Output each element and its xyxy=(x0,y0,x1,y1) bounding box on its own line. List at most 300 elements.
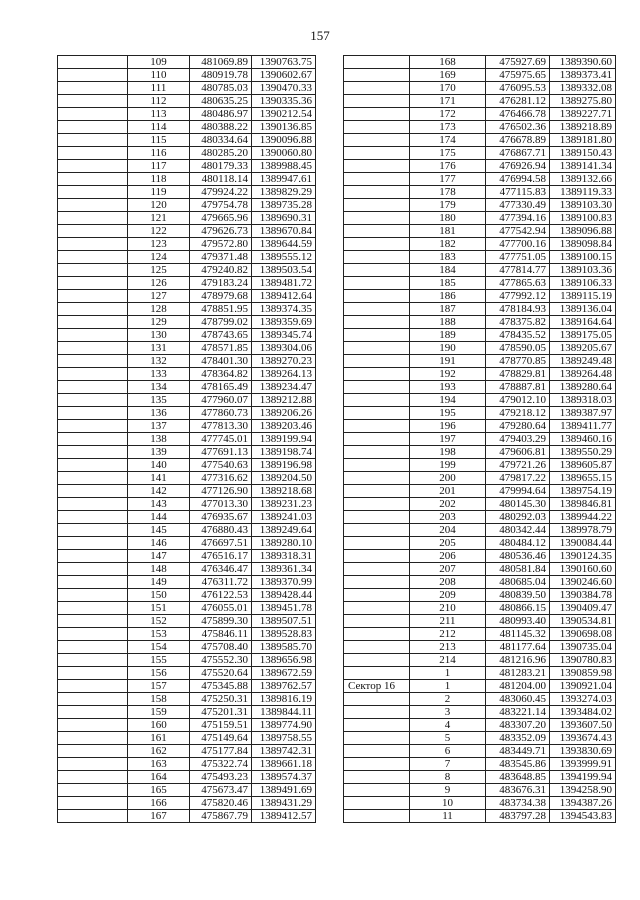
y-coordinate-cell: 1389264.13 xyxy=(252,368,316,381)
point-number-cell: 159 xyxy=(128,706,190,719)
x-coordinate-cell: 478979.68 xyxy=(190,290,252,303)
point-number-cell: 169 xyxy=(410,69,486,82)
table-row xyxy=(58,381,316,394)
point-number-cell: 214 xyxy=(410,654,486,667)
coordinates-table-left xyxy=(57,55,316,823)
point-number-cell: 116 xyxy=(128,147,190,160)
table-row xyxy=(344,121,616,134)
table-row xyxy=(58,420,316,433)
table-row xyxy=(344,173,616,186)
y-coordinate-cell: 1389199.94 xyxy=(252,433,316,446)
point-number-cell: 151 xyxy=(128,602,190,615)
table-row xyxy=(344,667,616,680)
point-number-cell: 8 xyxy=(410,771,486,784)
x-coordinate-cell: 475820.46 xyxy=(190,797,252,810)
sector-cell xyxy=(58,667,128,680)
sector-cell xyxy=(344,524,410,537)
x-coordinate-cell: 477700.16 xyxy=(486,238,550,251)
point-number-cell: 122 xyxy=(128,225,190,238)
table-row xyxy=(344,368,616,381)
x-coordinate-cell: 477814.77 xyxy=(486,264,550,277)
point-number-cell: 132 xyxy=(128,355,190,368)
x-coordinate-cell: 480785.03 xyxy=(190,82,252,95)
table-row xyxy=(344,459,616,472)
sector-cell xyxy=(344,108,410,121)
sector-cell xyxy=(344,212,410,225)
y-coordinate-cell: 1389846.81 xyxy=(550,498,616,511)
table-row xyxy=(58,160,316,173)
x-coordinate-cell: 481216.96 xyxy=(486,654,550,667)
y-coordinate-cell: 1390136.85 xyxy=(252,121,316,134)
table-row xyxy=(58,719,316,732)
x-coordinate-cell: 483449.71 xyxy=(486,745,550,758)
y-coordinate-cell: 1390698.08 xyxy=(550,628,616,641)
point-number-cell: 172 xyxy=(410,108,486,121)
table-row xyxy=(344,654,616,667)
point-number-cell: 187 xyxy=(410,303,486,316)
sector-cell xyxy=(58,511,128,524)
table-row xyxy=(344,732,616,745)
x-coordinate-cell: 480993.40 xyxy=(486,615,550,628)
table-row xyxy=(344,264,616,277)
y-coordinate-cell: 1389431.29 xyxy=(252,797,316,810)
y-coordinate-cell: 1390084.44 xyxy=(550,537,616,550)
point-number-cell: 203 xyxy=(410,511,486,524)
x-coordinate-cell: 475708.40 xyxy=(190,641,252,654)
table-row xyxy=(344,108,616,121)
y-coordinate-cell: 1389204.50 xyxy=(252,472,316,485)
sector-cell xyxy=(344,134,410,147)
table-row xyxy=(344,693,616,706)
point-number-cell: 211 xyxy=(410,615,486,628)
point-number-cell: 121 xyxy=(128,212,190,225)
point-number-cell: 197 xyxy=(410,433,486,446)
y-coordinate-cell: 1390124.35 xyxy=(550,550,616,563)
y-coordinate-cell: 1389270.23 xyxy=(252,355,316,368)
point-number-cell: 199 xyxy=(410,459,486,472)
sector-cell xyxy=(58,368,128,381)
table-row xyxy=(58,212,316,225)
table-row xyxy=(344,550,616,563)
y-coordinate-cell: 1389150.43 xyxy=(550,147,616,160)
x-coordinate-cell: 476926.94 xyxy=(486,160,550,173)
table-row xyxy=(344,212,616,225)
point-number-cell: 150 xyxy=(128,589,190,602)
sector-cell xyxy=(344,186,410,199)
x-coordinate-cell: 478851.95 xyxy=(190,303,252,316)
table-row xyxy=(344,745,616,758)
sector-cell xyxy=(58,225,128,238)
point-number-cell: 1 xyxy=(410,667,486,680)
x-coordinate-cell: 479218.12 xyxy=(486,407,550,420)
sector-cell xyxy=(58,628,128,641)
y-coordinate-cell: 1389491.69 xyxy=(252,784,316,797)
x-coordinate-cell: 479924.22 xyxy=(190,186,252,199)
table-row xyxy=(58,251,316,264)
table-row xyxy=(58,628,316,641)
point-number-cell: 191 xyxy=(410,355,486,368)
table-row xyxy=(58,56,316,69)
point-number-cell: 9 xyxy=(410,784,486,797)
x-coordinate-cell: 483307.20 xyxy=(486,719,550,732)
point-number-cell: 205 xyxy=(410,537,486,550)
sector-cell xyxy=(344,537,410,550)
y-coordinate-cell: 1394258.90 xyxy=(550,784,616,797)
table-row xyxy=(58,693,316,706)
sector-cell xyxy=(58,355,128,368)
y-coordinate-cell: 1389528.83 xyxy=(252,628,316,641)
sector-cell xyxy=(344,602,410,615)
table-row xyxy=(58,472,316,485)
y-coordinate-cell: 1389690.31 xyxy=(252,212,316,225)
x-coordinate-cell: 481069.89 xyxy=(190,56,252,69)
y-coordinate-cell: 1390735.04 xyxy=(550,641,616,654)
y-coordinate-cell: 1389164.64 xyxy=(550,316,616,329)
sector-cell xyxy=(58,407,128,420)
x-coordinate-cell: 478887.81 xyxy=(486,381,550,394)
table-row xyxy=(344,329,616,342)
x-coordinate-cell: 475899.30 xyxy=(190,615,252,628)
table-row xyxy=(58,680,316,693)
table-row xyxy=(58,563,316,576)
sector-cell xyxy=(344,615,410,628)
sector-cell xyxy=(58,199,128,212)
y-coordinate-cell: 1389218.89 xyxy=(550,121,616,134)
y-coordinate-cell: 1389550.29 xyxy=(550,446,616,459)
table-row xyxy=(58,290,316,303)
sector-cell xyxy=(58,82,128,95)
y-coordinate-cell: 1389742.31 xyxy=(252,745,316,758)
sector-cell xyxy=(344,173,410,186)
sector-cell xyxy=(58,589,128,602)
sector-cell xyxy=(58,576,128,589)
point-number-cell: 155 xyxy=(128,654,190,667)
x-coordinate-cell: 476281.12 xyxy=(486,95,550,108)
point-number-cell: 212 xyxy=(410,628,486,641)
sector-cell xyxy=(58,264,128,277)
table-row xyxy=(344,563,616,576)
y-coordinate-cell: 1389481.72 xyxy=(252,277,316,290)
y-coordinate-cell: 1389947.61 xyxy=(252,173,316,186)
sector-cell xyxy=(344,550,410,563)
y-coordinate-cell: 1389774.90 xyxy=(252,719,316,732)
x-coordinate-cell: 476346.47 xyxy=(190,563,252,576)
sector-cell xyxy=(344,381,410,394)
x-coordinate-cell: 476994.58 xyxy=(486,173,550,186)
y-coordinate-cell: 1389249.64 xyxy=(252,524,316,537)
x-coordinate-cell: 477751.05 xyxy=(486,251,550,264)
table-row xyxy=(58,277,316,290)
sector-cell xyxy=(344,797,410,810)
y-coordinate-cell: 1389361.34 xyxy=(252,563,316,576)
table-row xyxy=(344,420,616,433)
sector-cell xyxy=(58,147,128,160)
sector-cell xyxy=(58,290,128,303)
point-number-cell: 140 xyxy=(128,459,190,472)
point-number-cell: 185 xyxy=(410,277,486,290)
y-coordinate-cell: 1389234.47 xyxy=(252,381,316,394)
point-number-cell: 165 xyxy=(128,784,190,797)
x-coordinate-cell: 476516.17 xyxy=(190,550,252,563)
table-row xyxy=(58,394,316,407)
y-coordinate-cell: 1389672.59 xyxy=(252,667,316,680)
x-coordinate-cell: 475159.51 xyxy=(190,719,252,732)
table-row xyxy=(58,537,316,550)
point-number-cell: 192 xyxy=(410,368,486,381)
y-coordinate-cell: 1394199.94 xyxy=(550,771,616,784)
sector-cell xyxy=(344,225,410,238)
sector-cell xyxy=(344,147,410,160)
table-row xyxy=(58,264,316,277)
sector-cell xyxy=(344,160,410,173)
sector-cell xyxy=(58,771,128,784)
table-row xyxy=(344,134,616,147)
sector-cell xyxy=(344,511,410,524)
point-number-cell: 168 xyxy=(410,56,486,69)
y-coordinate-cell: 1389503.54 xyxy=(252,264,316,277)
y-coordinate-cell: 1389231.23 xyxy=(252,498,316,511)
table-row xyxy=(58,329,316,342)
point-number-cell: 188 xyxy=(410,316,486,329)
table-row xyxy=(58,186,316,199)
x-coordinate-cell: 478364.82 xyxy=(190,368,252,381)
table-row xyxy=(344,797,616,810)
point-number-cell: 143 xyxy=(128,498,190,511)
sector-cell xyxy=(344,368,410,381)
sector-cell xyxy=(58,810,128,823)
x-coordinate-cell: 477745.01 xyxy=(190,433,252,446)
sector-cell xyxy=(58,641,128,654)
table-row xyxy=(344,498,616,511)
point-number-cell: 183 xyxy=(410,251,486,264)
y-coordinate-cell: 1390763.75 xyxy=(252,56,316,69)
point-number-cell: 118 xyxy=(128,173,190,186)
table-row xyxy=(58,706,316,719)
sector-cell xyxy=(344,199,410,212)
sector-cell xyxy=(58,563,128,576)
table-row xyxy=(344,719,616,732)
y-coordinate-cell: 1389280.10 xyxy=(252,537,316,550)
sector-cell xyxy=(58,394,128,407)
point-number-cell: 162 xyxy=(128,745,190,758)
y-coordinate-cell: 1389656.98 xyxy=(252,654,316,667)
y-coordinate-cell: 1389181.80 xyxy=(550,134,616,147)
sector-cell xyxy=(58,186,128,199)
table-row xyxy=(344,615,616,628)
x-coordinate-cell: 477865.63 xyxy=(486,277,550,290)
y-coordinate-cell: 1389374.35 xyxy=(252,303,316,316)
y-coordinate-cell: 1389218.68 xyxy=(252,485,316,498)
y-coordinate-cell: 1389758.55 xyxy=(252,732,316,745)
sector-cell xyxy=(58,732,128,745)
table-row xyxy=(58,667,316,680)
x-coordinate-cell: 476935.67 xyxy=(190,511,252,524)
sector-cell xyxy=(58,485,128,498)
table-row xyxy=(58,316,316,329)
y-coordinate-cell: 1389196.98 xyxy=(252,459,316,472)
x-coordinate-cell: 481204.00 xyxy=(486,680,550,693)
point-number-cell: 124 xyxy=(128,251,190,264)
y-coordinate-cell: 1390534.81 xyxy=(550,615,616,628)
point-number-cell: 7 xyxy=(410,758,486,771)
table-row xyxy=(344,680,616,693)
y-coordinate-cell: 1393607.50 xyxy=(550,719,616,732)
x-coordinate-cell: 479665.96 xyxy=(190,212,252,225)
table-row xyxy=(344,199,616,212)
x-coordinate-cell: 477126.90 xyxy=(190,485,252,498)
sector-cell xyxy=(58,602,128,615)
sector-cell xyxy=(344,563,410,576)
sector-cell xyxy=(344,316,410,329)
x-coordinate-cell: 475177.84 xyxy=(190,745,252,758)
point-number-cell: 195 xyxy=(410,407,486,420)
y-coordinate-cell: 1389390.60 xyxy=(550,56,616,69)
x-coordinate-cell: 475520.64 xyxy=(190,667,252,680)
x-coordinate-cell: 479280.64 xyxy=(486,420,550,433)
sector-cell xyxy=(344,82,410,95)
sector-cell xyxy=(58,745,128,758)
sector-cell xyxy=(344,251,410,264)
x-coordinate-cell: 479626.73 xyxy=(190,225,252,238)
sector-cell xyxy=(344,264,410,277)
point-number-cell: 204 xyxy=(410,524,486,537)
y-coordinate-cell: 1389332.08 xyxy=(550,82,616,95)
y-coordinate-cell: 1389304.06 xyxy=(252,342,316,355)
x-coordinate-cell: 475867.79 xyxy=(190,810,252,823)
table-row xyxy=(58,576,316,589)
table-row xyxy=(344,69,616,82)
sector-cell xyxy=(344,719,410,732)
sector-cell xyxy=(344,459,410,472)
x-coordinate-cell: 479817.22 xyxy=(486,472,550,485)
table-row xyxy=(344,303,616,316)
sector-cell xyxy=(344,485,410,498)
point-number-cell: 117 xyxy=(128,160,190,173)
x-coordinate-cell: 479754.78 xyxy=(190,199,252,212)
table-row xyxy=(58,199,316,212)
sector-cell xyxy=(58,342,128,355)
sector-cell xyxy=(344,706,410,719)
y-coordinate-cell: 1389203.46 xyxy=(252,420,316,433)
table-row xyxy=(58,407,316,420)
point-number-cell: 179 xyxy=(410,199,486,212)
point-number-cell: 156 xyxy=(128,667,190,680)
y-coordinate-cell: 1389264.48 xyxy=(550,368,616,381)
y-coordinate-cell: 1390212.54 xyxy=(252,108,316,121)
x-coordinate-cell: 483734.38 xyxy=(486,797,550,810)
point-number-cell: 138 xyxy=(128,433,190,446)
y-coordinate-cell: 1389585.70 xyxy=(252,641,316,654)
y-coordinate-cell: 1390096.88 xyxy=(252,134,316,147)
sector-cell xyxy=(58,303,128,316)
x-coordinate-cell: 476095.53 xyxy=(486,82,550,95)
sector-cell xyxy=(344,433,410,446)
sector-cell xyxy=(344,56,410,69)
sector-cell xyxy=(344,758,410,771)
point-number-cell: 3 xyxy=(410,706,486,719)
x-coordinate-cell: 478571.85 xyxy=(190,342,252,355)
y-coordinate-cell: 1389754.19 xyxy=(550,485,616,498)
point-number-cell: 209 xyxy=(410,589,486,602)
y-coordinate-cell: 1393830.69 xyxy=(550,745,616,758)
sector-cell xyxy=(58,160,128,173)
x-coordinate-cell: 480486.97 xyxy=(190,108,252,121)
point-number-cell: 133 xyxy=(128,368,190,381)
y-coordinate-cell: 1389212.88 xyxy=(252,394,316,407)
table-row xyxy=(58,82,316,95)
sector-cell xyxy=(58,459,128,472)
point-number-cell: 186 xyxy=(410,290,486,303)
point-number-cell: 207 xyxy=(410,563,486,576)
sector-cell xyxy=(58,797,128,810)
x-coordinate-cell: 480334.64 xyxy=(190,134,252,147)
y-coordinate-cell: 1389387.97 xyxy=(550,407,616,420)
point-number-cell: 125 xyxy=(128,264,190,277)
x-coordinate-cell: 476697.51 xyxy=(190,537,252,550)
y-coordinate-cell: 1389205.67 xyxy=(550,342,616,355)
point-number-cell: 166 xyxy=(128,797,190,810)
point-number-cell: 126 xyxy=(128,277,190,290)
table-row xyxy=(344,147,616,160)
point-number-cell: 110 xyxy=(128,69,190,82)
table-row xyxy=(58,498,316,511)
sector-cell xyxy=(58,758,128,771)
x-coordinate-cell: 481177.64 xyxy=(486,641,550,654)
point-number-cell: 161 xyxy=(128,732,190,745)
x-coordinate-cell: 476880.43 xyxy=(190,524,252,537)
point-number-cell: 170 xyxy=(410,82,486,95)
x-coordinate-cell: 478435.52 xyxy=(486,329,550,342)
table-row xyxy=(58,810,316,823)
sector-cell xyxy=(58,316,128,329)
table-row xyxy=(58,95,316,108)
coordinates-table-right xyxy=(343,55,616,823)
table-row xyxy=(344,511,616,524)
table-row xyxy=(344,160,616,173)
table-row xyxy=(344,784,616,797)
x-coordinate-cell: 483648.85 xyxy=(486,771,550,784)
y-coordinate-cell: 1389555.12 xyxy=(252,251,316,264)
x-coordinate-cell: 478401.30 xyxy=(190,355,252,368)
x-coordinate-cell: 475250.31 xyxy=(190,693,252,706)
y-coordinate-cell: 1389735.28 xyxy=(252,199,316,212)
y-coordinate-cell: 1394387.26 xyxy=(550,797,616,810)
y-coordinate-cell: 1390160.60 xyxy=(550,563,616,576)
sector-cell xyxy=(58,108,128,121)
x-coordinate-cell: 477860.73 xyxy=(190,407,252,420)
table-row xyxy=(58,173,316,186)
point-number-cell: 182 xyxy=(410,238,486,251)
x-coordinate-cell: 475975.65 xyxy=(486,69,550,82)
table-row xyxy=(344,238,616,251)
y-coordinate-cell: 1389411.77 xyxy=(550,420,616,433)
x-coordinate-cell: 483545.86 xyxy=(486,758,550,771)
y-coordinate-cell: 1390602.67 xyxy=(252,69,316,82)
sector-cell xyxy=(344,277,410,290)
point-number-cell: 144 xyxy=(128,511,190,524)
table-row xyxy=(58,147,316,160)
point-number-cell: 167 xyxy=(128,810,190,823)
sector-cell: Сектор 16 xyxy=(344,680,410,693)
point-number-cell: 206 xyxy=(410,550,486,563)
table-row xyxy=(58,758,316,771)
sector-cell xyxy=(58,537,128,550)
y-coordinate-cell: 1390335.36 xyxy=(252,95,316,108)
table-row xyxy=(344,225,616,238)
x-coordinate-cell: 480635.25 xyxy=(190,95,252,108)
table-row xyxy=(344,524,616,537)
point-number-cell: 184 xyxy=(410,264,486,277)
